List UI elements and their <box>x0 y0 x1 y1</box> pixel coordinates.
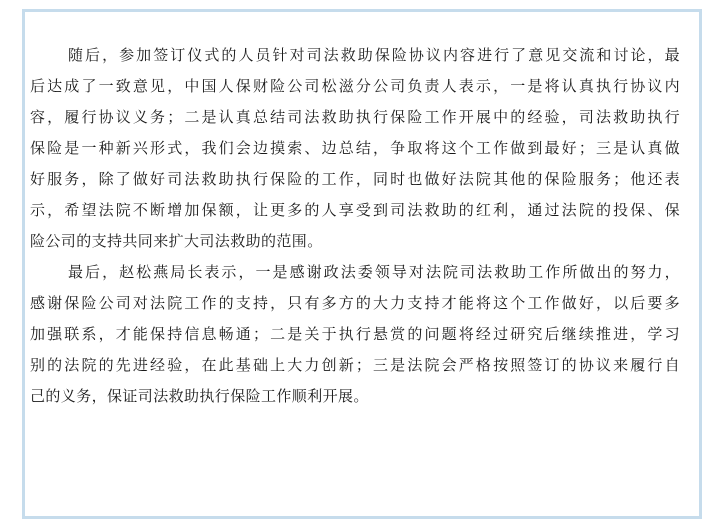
text-line: 示，希望法院不断增加保额，让更多的人享受到司法救助的红利，通过法院的投保、保 <box>30 201 680 219</box>
text-line: 容，履行协议义务；二是认真总结司法救助执行保险工作开展中的经验，司法救助执行 <box>30 108 680 126</box>
text-line: 别的法院的先进经验，在此基础上大力创新；三是法院会严格按照签订的协议来履行自 <box>30 356 680 374</box>
article-body <box>30 40 680 412</box>
text-line: 险公司的支持共同来扩大司法救助的范围。 <box>30 232 323 250</box>
text-line: 保险是一种新兴形式，我们会边摸索、边总结，争取将这个工作做到最好；三是认真做 <box>30 139 680 157</box>
text-line: 后达成了一致意见，中国人保财险公司松滋分公司负责人表示，一是将认真执行协议内 <box>30 77 680 95</box>
text-line: 随后，参加签订仪式的人员针对司法救助保险协议内容进行了意见交流和讨论，最 <box>68 46 680 64</box>
paragraph-2 <box>30 257 680 412</box>
paragraph-1 <box>30 40 680 257</box>
text-line: 好服务，除了做好司法救助执行保险的工作，同时也做好法院其他的保险服务；他还表 <box>30 170 680 188</box>
text-line: 己的义务，保证司法救助执行保险工作顺利开展。 <box>30 387 369 405</box>
text-line: 感谢保险公司对法院工作的支持，只有多方的大力支持才能将这个工作做好，以后要多 <box>30 294 680 312</box>
text-line: 加强联系，才能保持信息畅通；二是关于执行悬赏的问题将经过研究后继续推进，学习 <box>30 325 680 343</box>
text-line: 最后，赵松燕局长表示，一是感谢政法委领导对法院司法救助工作所做出的努力， <box>68 263 680 281</box>
